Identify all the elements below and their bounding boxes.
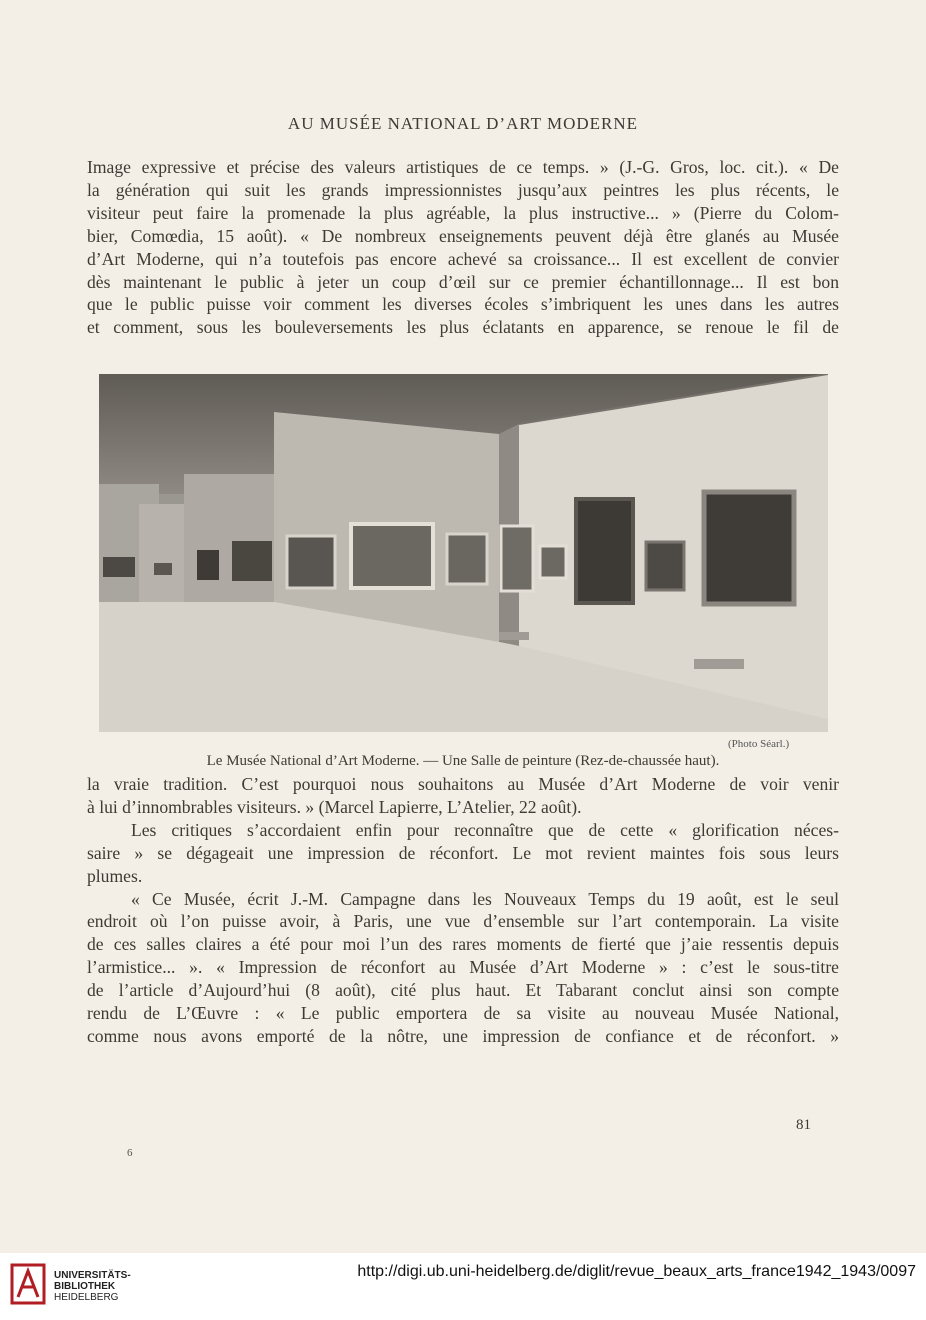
text-line: dès maintenant le public à jeter un coup d’œil sur ce premier échantillonnage... Il est bon (87, 271, 839, 292)
text-line: endroit où l’on puisse avoir, à Paris, une vue d’ensemble sur l’art contemporain. La visite (87, 911, 839, 932)
text-line: la génération qui suit les grands impressionnistes jusqu’aux peintres les plus récents, le (87, 179, 839, 200)
text-line: à lui d’innombrables visiteurs. » (Marcel Lapierre, L’Atelier, 22 août). (87, 796, 582, 817)
signature-mark: 6 (127, 1147, 133, 1159)
library-name (54, 1270, 131, 1303)
text-line: saire » se dégageait une impression de réconfort. Le mot revient maintes fois sous leurs (87, 842, 839, 863)
source-url-link[interactable]: http://digi.ub.uni-heidelberg.de/diglit/revue_beaux_arts_france1942_1943/0097 (357, 1263, 916, 1280)
text-line: rendu de L’Œuvre : « Le public emportera de sa visite au nouveau Musée National, (87, 1003, 839, 1024)
text-line: « Ce Musée, écrit J.-M. Campagne dans les Nouveaux Temps du 19 août, est le seul (131, 888, 839, 909)
paragraph-top (87, 156, 839, 339)
page-number: 81 (796, 1117, 811, 1133)
text-line: plumes. (87, 865, 143, 886)
text-line: comme nous avons emporté de la nôtre, une impression de confiance et de réconfort. » (87, 1025, 839, 1046)
text-line: la vraie tradition. C’est pourquoi nous souhaitons au Musée d’Art Moderne de voir venir (87, 774, 839, 794)
text-line: Image expressive et précise des valeurs artistiques de ce temps. » (J.-G. Gros, loc. cit.). « De (87, 157, 839, 177)
text-line: l’armistice... ». « Impression de réconfort au Musée d’Art Moderne » : c’est le sous-titre (87, 957, 839, 978)
gallery-photograph (99, 374, 828, 732)
footer-bar (0, 1253, 926, 1320)
text-line: de ces salles claires a été pour moi l’un des rares moments de fierté que j’aie ressentis depuis (87, 934, 839, 955)
text-line: de l’article d’Aujourd’hui (8 août), cité plus haut. Et Tabarant conclut ainsi son compte (87, 980, 839, 1001)
figure-caption: Le Musée National d’Art Moderne. — Une Salle de peinture (Rez-de-chaussée haut). (206, 753, 720, 769)
text-line: et comment, sous les bouleversements les plus éclatants en apparence, se renoue le fil de (87, 317, 839, 338)
text-line: d’Art Moderne, qui n’a toutefois pas encore achevé sa croissance... Il est excellent de convier (87, 248, 839, 269)
library-line: BIBLIOTHEK (54, 1281, 116, 1292)
library-line: UNIVERSITÄTS- (54, 1270, 131, 1281)
library-logo-icon (10, 1263, 46, 1305)
text-line: visiteur peut faire la promenade la plus agréable, la plus instructive... » (Pierre du Colom- (87, 202, 839, 223)
photo-credit: (Photo Séarl.) (728, 738, 790, 750)
running-head: AU MUSÉE NATIONAL D’ART MODERNE (287, 114, 639, 133)
text-line: Les critiques s’accordaient enfin pour reconnaître que de cette « glorification néces- (131, 819, 839, 840)
library-line: HEIDELBERG (54, 1292, 119, 1303)
text-line: bier, Comœdia, 15 août). « De nombreux enseignements peuvent déjà être glanés au Musée (87, 225, 839, 246)
text-line: que le public puisse voir comment les diverses écoles s’imbriquent les unes dans les autres (87, 294, 839, 315)
paragraph-bottom (87, 773, 839, 1048)
